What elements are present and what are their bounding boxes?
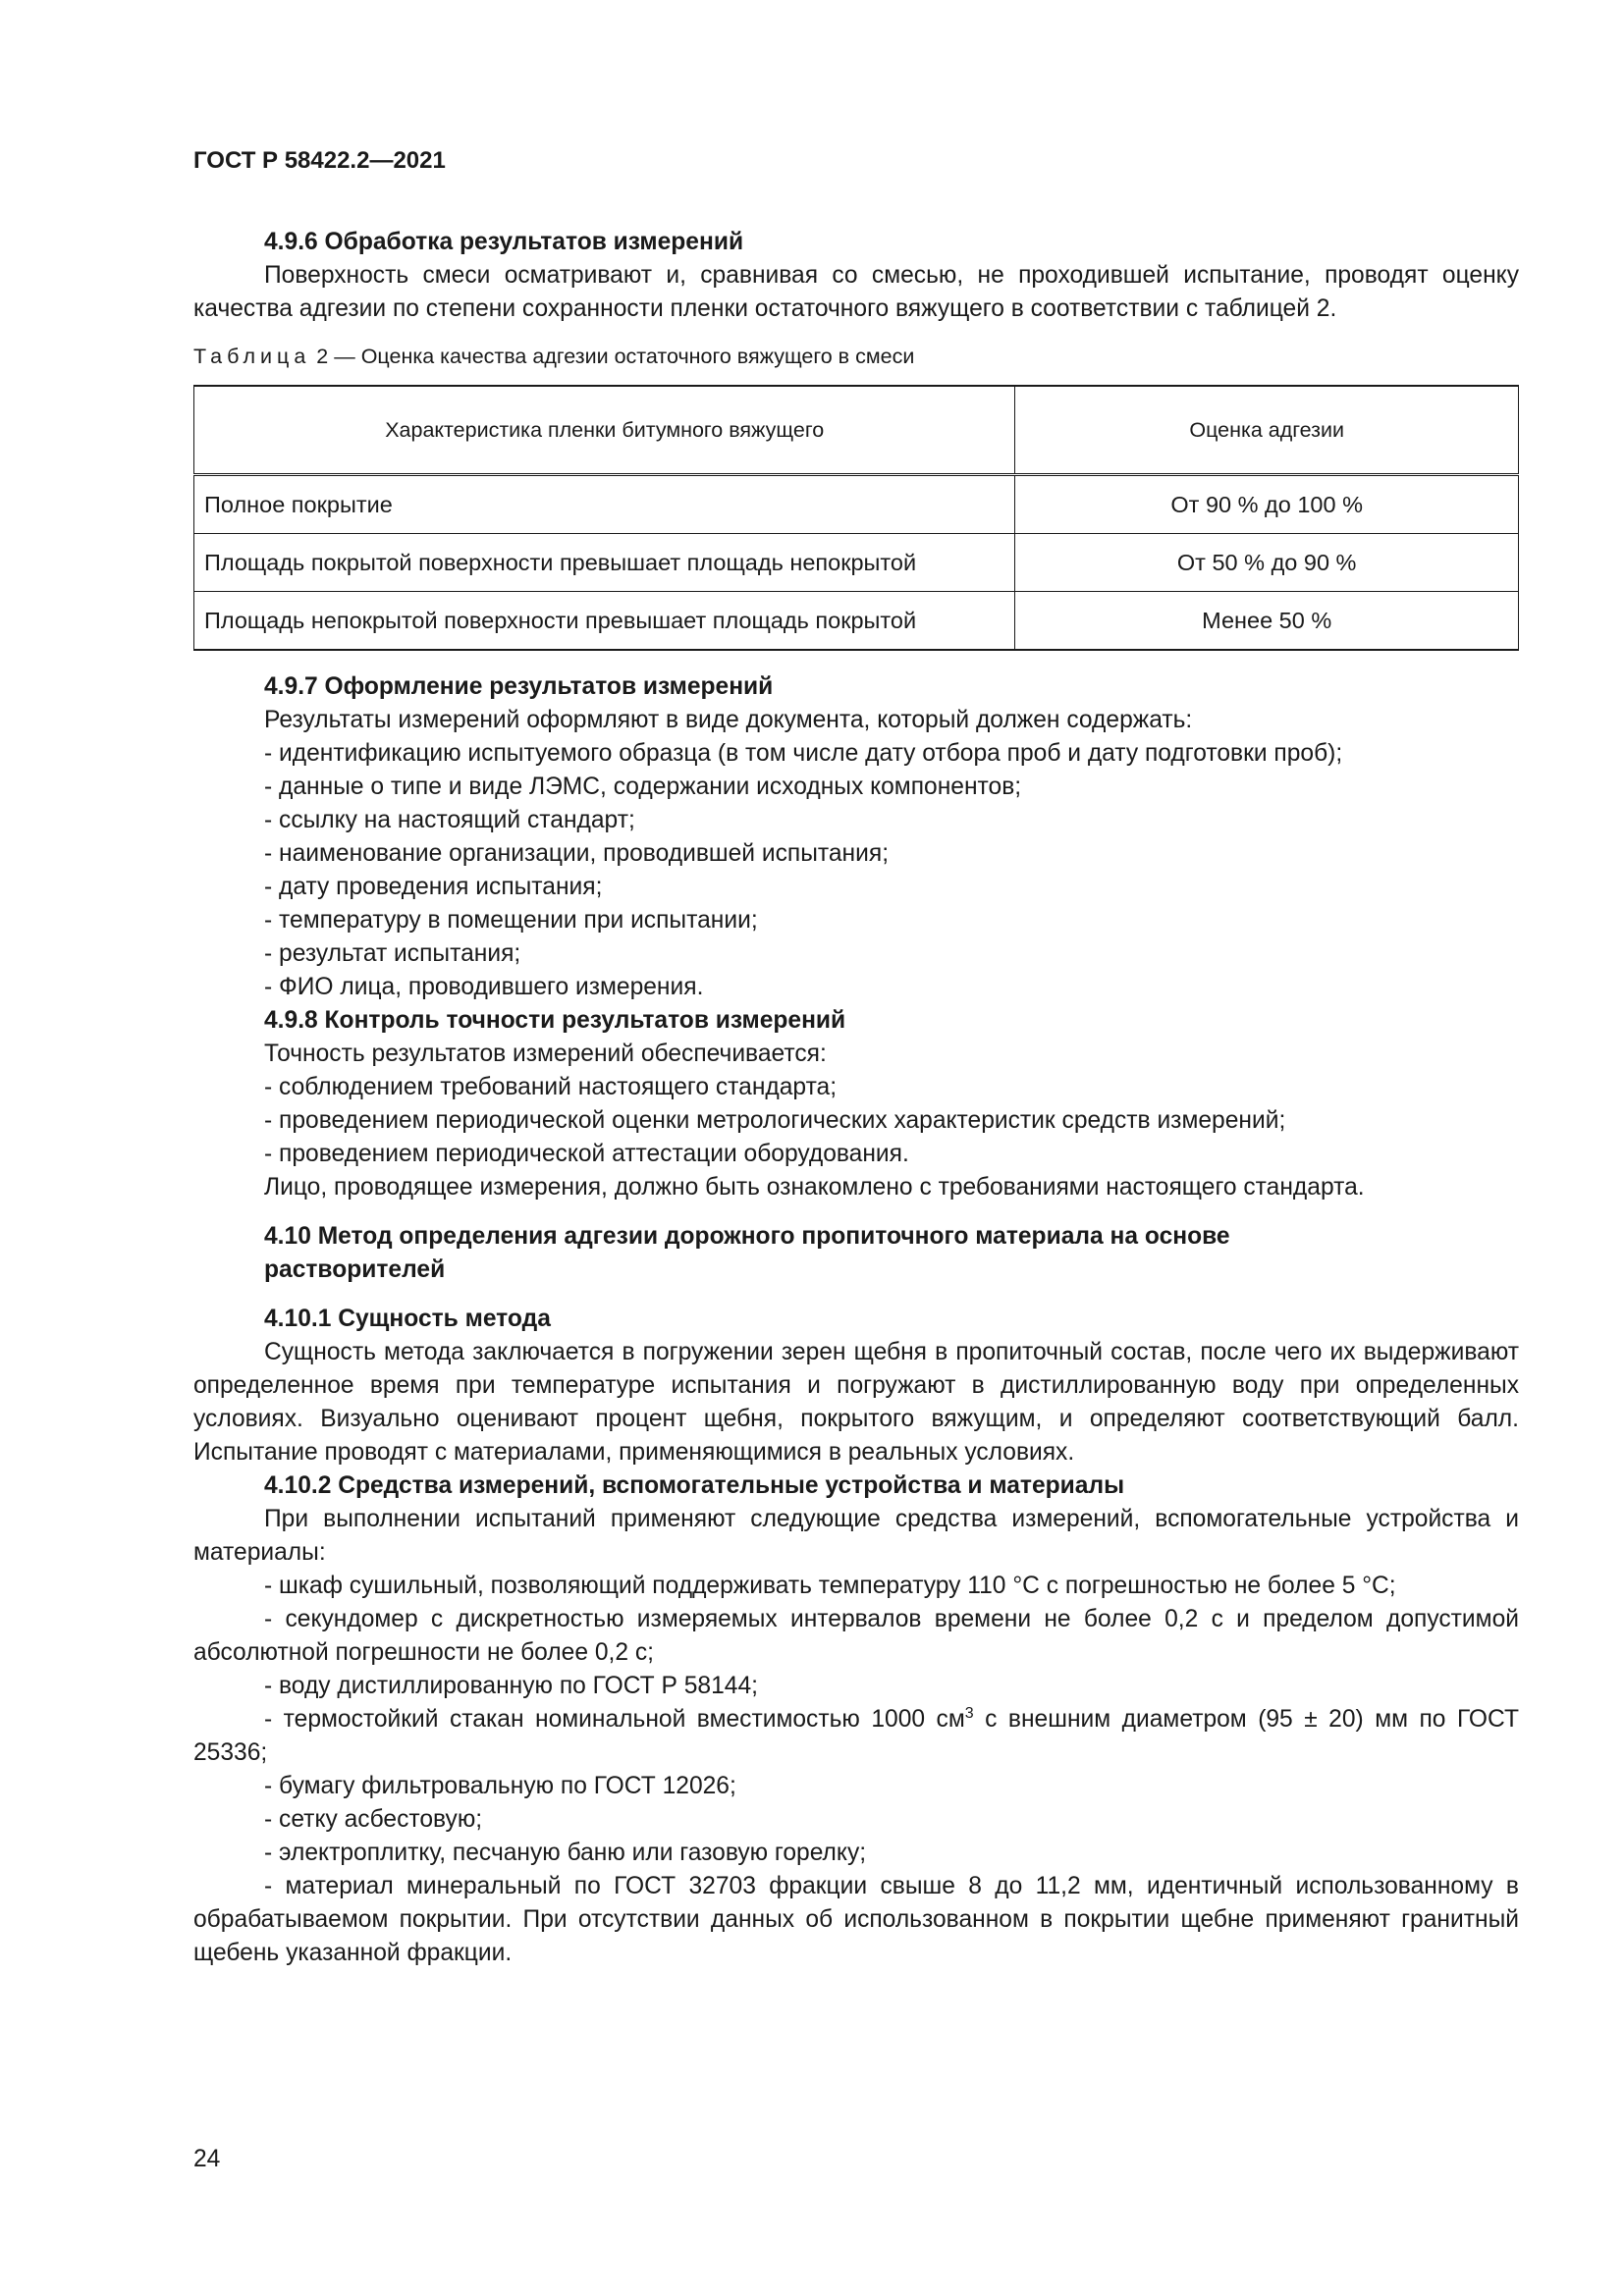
adhesion-table — [193, 385, 1519, 651]
list-item: - результат испытания; — [264, 940, 521, 967]
glass-text-before: - термостойкий стакан номинальной вместимостью 1000 см — [264, 1706, 965, 1733]
heading-4-10 — [193, 1220, 1519, 1287]
heading-4-10-line1: 4.10 Метод определения адгезии дорожного пропиточного материала на основе — [264, 1223, 1230, 1250]
paragraph-4-10-1: Сущность метода заключается в погружении зерен щебня в пропиточный состав, после чего их выдерживают определенное время при температуре испытания и погружают в дистиллированную воду при определенных условиях. Визуально оценивают процент щебня, покрытого вяжущим, и определяют соответствующий балл. Испытание проводят с материалами, применяющимися в реальных условиях. — [193, 1339, 1519, 1466]
list-item: - дату проведения испытания; — [264, 874, 603, 900]
table-cell-rating: От 90 % до 100 % — [1015, 475, 1519, 534]
paragraph-4-9-8-closing: Лицо, проводящее измерения, должно быть ознакомлено с требованиями настоящего стандарта. — [264, 1174, 1365, 1201]
list-item: - материал минеральный по ГОСТ 32703 фракции свыше 8 до 11,2 мм, идентичный использованному в обрабатываемом покрытии. При отсутствии данных об использованном в покрытии щебне применяют гранитный щебень указанной фракции. — [193, 1873, 1519, 1966]
superscript-3: 3 — [964, 1704, 974, 1722]
list-item: - наименование организации, проводившей испытания; — [264, 840, 890, 867]
table-header-cell: Оценка адгезии — [1015, 386, 1519, 475]
list-item: - данные о типе и виде ЛЭМС, содержании исходных компонентов; — [264, 774, 1022, 800]
paragraph-4-9-8-intro: Точность результатов измерений обеспечивается: — [264, 1041, 827, 1067]
heading-4-10-1: 4.10.1 Сущность метода — [264, 1306, 551, 1332]
list-item: - секундомер с дискретностью измеряемых интервалов времени не более 0,2 с и пределом допустимой абсолютной погрешности не более 0,2 с; — [193, 1606, 1519, 1666]
heading-4-9-8: 4.9.8 Контроль точности результатов измерений — [264, 1007, 846, 1034]
list-item: - проведением периодической оценки метрологических характеристик средств измерений; — [264, 1107, 1286, 1134]
table-caption — [193, 340, 1519, 373]
list-item-glass — [193, 1703, 1519, 1770]
list-item: - ссылку на настоящий стандарт; — [264, 807, 635, 833]
list-item: - идентификацию испытуемого образца (в том числе дату отбора проб и дату подготовки проб); — [264, 740, 1343, 767]
paragraph-4-9-6: Поверхность смеси осматривают и, сравнивая со смесью, не проходившей испытание, проводят оценку качества адгезии по степени сохранности пленки остаточного вяжущего в соответствии с таблицей 2. — [193, 262, 1519, 322]
glass-text-after: с внешним диаметром (95 ± 20) мм по ГОСТ 25336; — [193, 1706, 1519, 1766]
page-number: 24 — [193, 2146, 221, 2172]
table-row — [194, 534, 1519, 592]
table-cell-film: Площадь непокрытой поверхности превышает площадь покрытой — [194, 592, 1015, 651]
list-item: - температуру в помещении при испытании; — [264, 907, 758, 934]
table-row — [194, 475, 1519, 534]
list-item: - воду дистиллированную по ГОСТ Р 58144; — [264, 1673, 758, 1699]
table-cell-film: Площадь покрытой поверхности превышает площадь непокрытой — [194, 534, 1015, 592]
spacer — [193, 651, 1519, 670]
list-item: - проведением периодической аттестации оборудования. — [264, 1141, 909, 1167]
table-caption-text: 2 — Оценка качества адгезии остаточного вяжущего в смеси — [310, 345, 915, 368]
table-row — [194, 592, 1519, 651]
paragraph-4-10-2-intro: При выполнении испытаний применяют следующие средства измерений, вспомогательные устройства и материалы: — [193, 1506, 1519, 1566]
table-header-cell: Характеристика пленки битумного вяжущего — [194, 386, 1015, 475]
list-item: - бумагу фильтровальную по ГОСТ 12026; — [264, 1773, 736, 1799]
list-item: - ФИО лица, проводившего измерения. — [264, 974, 704, 1000]
heading-4-10-line2: растворителей — [264, 1256, 446, 1283]
table-cell-rating: От 50 % до 90 % — [1015, 534, 1519, 592]
page-content — [193, 226, 1519, 1970]
table-header-row — [194, 386, 1519, 475]
list-item: - электроплитку, песчаную баню или газовую горелку; — [264, 1840, 867, 1866]
list-item: - шкаф сушильный, позволяющий поддерживать температуру 110 °С с погрешностью не более 5 °С; — [264, 1573, 1396, 1599]
paragraph-4-9-7-intro: Результаты измерений оформляют в виде документа, который должен содержать: — [264, 707, 1193, 733]
table-caption-label: Таблица — [193, 345, 311, 368]
heading-4-10-2: 4.10.2 Средства измерений, вспомогательные устройства и материалы — [264, 1472, 1125, 1499]
heading-4-9-7: 4.9.7 Оформление результатов измерений — [264, 673, 774, 700]
table-cell-rating: Менее 50 % — [1015, 592, 1519, 651]
heading-4-9-6: 4.9.6 Обработка результатов измерений — [264, 229, 744, 255]
list-item: - сетку асбестовую; — [264, 1806, 483, 1833]
list-item: - соблюдением требований настоящего стандарта; — [264, 1074, 838, 1100]
table-cell-film: Полное покрытие — [194, 475, 1015, 534]
document-id: ГОСТ Р 58422.2—2021 — [193, 147, 446, 174]
